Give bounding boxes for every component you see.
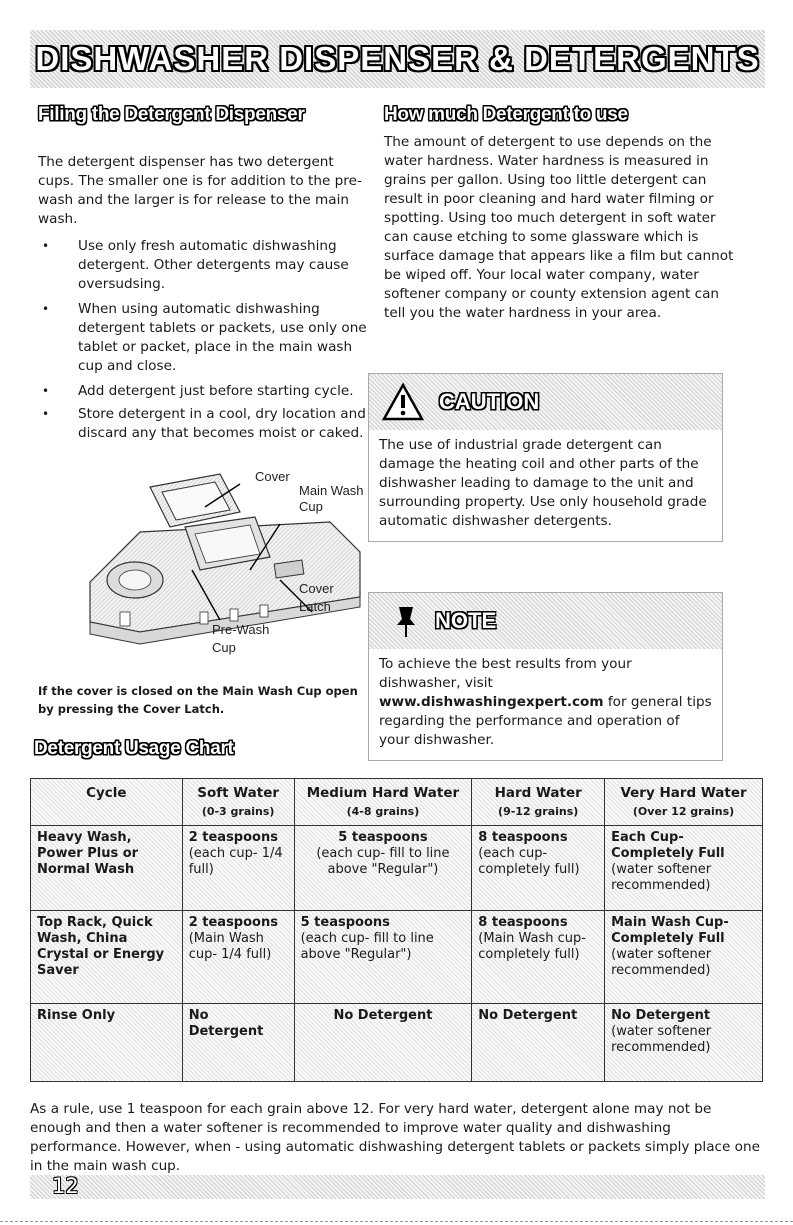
chart-heading: Detergent Usage Chart [34, 738, 234, 759]
table-cell: 8 teaspoons (Main Wash cup- completely full) [472, 911, 605, 1004]
note-box [368, 592, 723, 761]
label-prewash-cup: Pre-Wash Cup [212, 622, 270, 655]
note-header [369, 593, 722, 649]
table-cell: Main Wash Cup- Completely Full (water softener recommended) [605, 911, 763, 1004]
col-header: Very Hard Water (Over 12 grains) [605, 779, 763, 826]
table-cell: Each Cup- Completely Full (water softener recommended) [605, 826, 763, 911]
page-title: DISHWASHER DISPENSER & DETERGENTS [35, 40, 760, 77]
filling-bullets [38, 237, 368, 449]
table-cell: No Detergent [182, 1004, 294, 1082]
filling-intro: The detergent dispenser has two detergent cups. The smaller one is for addition to the pre-wash and the larger is for release to the main wash. [38, 154, 362, 227]
table-cell: 2 teaspoons (Main Wash cup- 1/4 full) [182, 911, 294, 1004]
note-title: NOTE [435, 608, 497, 633]
table-cell: No Detergent [294, 1004, 472, 1082]
table-cell: 5 teaspoons (each cup- fill to line above "Regular") [294, 826, 472, 911]
label-main-wash-cup: Main Wash Cup [299, 483, 364, 514]
filling-heading: Filing the Detergent Dispenser [38, 104, 305, 125]
footer-paragraph: As a rule, use 1 teaspoon for each grain above 12. For very hard water, detergent alone may not be enough and then a water softener is recommended to improve water quality and dishwashing performance. However, when - using automatic dishwashing detergent tablets or packets simply place one in the main wash cup. [30, 1101, 760, 1174]
bullet-item: • Add detergent just before starting cycle. [38, 382, 368, 401]
table-cell: 8 teaspoons (each cup- completely full) [472, 826, 605, 911]
col-header: Medium Hard Water (4-8 grains) [294, 779, 472, 826]
label-cover-latch: Cover Latch [299, 581, 334, 614]
page-footer-bar [30, 1175, 765, 1199]
bullet-item: • Store detergent in a cool, dry location and discard any that becomes moist or caked. [38, 405, 368, 443]
page-edge-divider [0, 1221, 793, 1222]
table-row [31, 911, 763, 1004]
table-row [31, 826, 763, 911]
pushpin-icon [391, 603, 421, 639]
caution-title: CAUTION [439, 389, 540, 414]
table-cell: No Detergent [472, 1004, 605, 1082]
note-text-after: for general tips regarding the performance and operation of your dishwasher. [379, 694, 712, 748]
caution-header [369, 374, 722, 430]
table-cell: 2 teaspoons (each cup- 1/4 full) [182, 826, 294, 911]
table-row [31, 1004, 763, 1082]
col-header: Soft Water (0-3 grains) [182, 779, 294, 826]
figure-caption: If the cover is closed on the Main Wash Cup open by pressing the Cover Latch. [38, 684, 358, 716]
cycle-cell: Heavy Wash, Power Plus or Normal Wash [31, 826, 183, 911]
page-number: 12 [52, 1174, 79, 1198]
warning-triangle-icon [381, 382, 425, 422]
bullet-item: • Use only fresh automatic dishwashing detergent. Other detergents may cause oversudsing. [38, 237, 368, 294]
bullet-item: • When using automatic dishwashing detergent tablets or packets, use only one tablet or packet, place in the main wash cup and close. [38, 300, 368, 376]
cycle-cell: Top Rack, Quick Wash, China Crystal or Energy Saver [31, 911, 183, 1004]
caution-text: The use of industrial grade detergent can damage the heating coil and other parts of the dishwasher leading to damage to the unit and surrounding property. Use only household grade automatic dishwasher detergents. [379, 437, 707, 529]
how-much-heading: How much Detergent to use [384, 104, 628, 125]
col-header: Hard Water (9-12 grains) [472, 779, 605, 826]
detergent-usage-table [30, 778, 763, 1082]
table-cell: No Detergent (water softener recommended) [605, 1004, 763, 1082]
table-cell: 5 teaspoons (each cup- fill to line above "Regular") [294, 911, 472, 1004]
col-header: Cycle [31, 779, 183, 826]
caution-box [368, 373, 723, 542]
title-banner [30, 30, 765, 88]
note-link[interactable]: www.dishwashingexpert.com [379, 694, 604, 710]
note-text [369, 649, 722, 760]
table-header-row [31, 779, 763, 826]
label-cover: Cover [255, 469, 290, 484]
cycle-cell: Rinse Only [31, 1004, 183, 1082]
note-text-before: To achieve the best results from your dishwasher, visit [379, 656, 632, 691]
how-much-text: The amount of detergent to use depends on the water hardness. Water hardness is measured in grains per gallon. Using too little detergent can result in poor cleaning and hard water filming or spotting. Using too much detergent in soft water can cause etching to some glassware which is surface damage that appears like a film but cannot be wiped off. Your local water company, water softener company or county extension agent can tell you the water hardness in your area. [384, 134, 734, 321]
